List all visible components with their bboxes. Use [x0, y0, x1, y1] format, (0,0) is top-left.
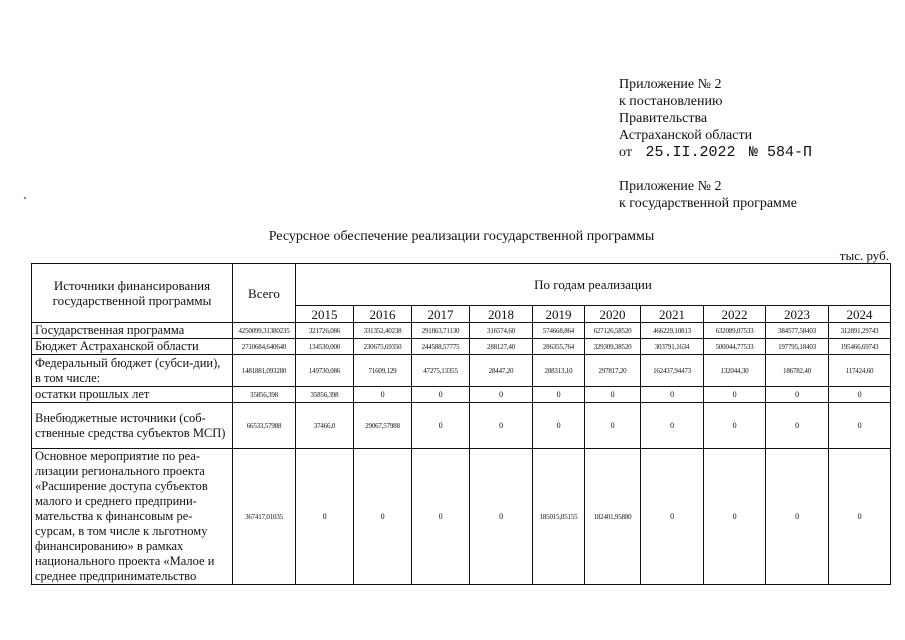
table-row [32, 449, 891, 585]
year-value-cell: 132044,30 [704, 355, 766, 387]
header-source: Источники финансирования государственной программы [32, 264, 233, 323]
year-value-cell: 0 [533, 387, 585, 403]
year-value-cell: 149730,086 [296, 355, 354, 387]
header-total: Всего [233, 264, 296, 323]
total-cell: 4250099,31380235 [233, 323, 296, 339]
year-value-cell: 230675,69350 [354, 339, 412, 355]
year-header: 2019 [533, 306, 585, 323]
year-value-cell: 185015,05155 [533, 449, 585, 585]
year-value-cell: 321726,086 [296, 323, 354, 339]
year-value-cell: 0 [354, 387, 412, 403]
year-value-cell: 384577,58403 [766, 323, 829, 339]
year-value-cell: 0 [354, 449, 412, 585]
row-label: Бюджет Астраханской области [32, 339, 233, 355]
year-value-cell: 0 [641, 387, 704, 403]
total-cell: 35856,398 [233, 387, 296, 403]
year-value-cell: 316574,60 [470, 323, 533, 339]
row-label: Федеральный бюджет (субси-дии), в том числе: [32, 355, 233, 387]
total-cell: 367417,01035 [233, 449, 296, 585]
year-value-cell: 117424,60 [829, 355, 891, 387]
year-value-cell: 0 [766, 403, 829, 449]
year-value-cell: 288127,40 [470, 339, 533, 355]
year-value-cell: 0 [829, 449, 891, 585]
year-value-cell: 331352,40238 [354, 323, 412, 339]
year-value-cell: 0 [296, 449, 354, 585]
year-value-cell: 0 [704, 449, 766, 585]
header-block [619, 76, 812, 161]
year-value-cell: 0 [412, 387, 470, 403]
year-value-cell: 291863,71130 [412, 323, 470, 339]
year-header: 2016 [354, 306, 412, 323]
year-value-cell: 0 [766, 387, 829, 403]
table-row [32, 403, 891, 449]
header-block-2 [619, 178, 797, 212]
year-value-cell: 0 [412, 449, 470, 585]
year-value-cell: 71609,129 [354, 355, 412, 387]
total-cell: 66533,57988 [233, 403, 296, 449]
total-cell: 2710684,640640 [233, 339, 296, 355]
year-value-cell: 0 [829, 387, 891, 403]
year-value-cell: 627126,58520 [585, 323, 641, 339]
year-value-cell: 182401,95880 [585, 449, 641, 585]
year-value-cell: 29067,57988 [354, 403, 412, 449]
year-header: 2015 [296, 306, 354, 323]
year-value-cell: 297817,20 [585, 355, 641, 387]
units-label: тыс. руб. [839, 248, 889, 263]
funding-table [31, 263, 891, 585]
year-value-cell: 0 [704, 387, 766, 403]
year-value-cell: 0 [766, 449, 829, 585]
table-row [32, 339, 891, 355]
row-label: Государственная программа [32, 323, 233, 339]
header-line: Приложение № 2 [619, 77, 722, 92]
year-value-cell: 0 [470, 387, 533, 403]
year-value-cell: 195466,69743 [829, 339, 891, 355]
total-cell: 1481881,093280 [233, 355, 296, 387]
year-value-cell: 288313,10 [533, 355, 585, 387]
row-label: остатки прошлых лет [32, 387, 233, 403]
year-value-cell: 466229,10813 [641, 323, 704, 339]
year-value-cell: 0 [641, 403, 704, 449]
table-body [32, 323, 891, 585]
year-value-cell: 329309,38520 [585, 339, 641, 355]
year-value-cell: 312891,29743 [829, 323, 891, 339]
table-row [32, 323, 891, 339]
header-line: Приложение № 2 [619, 179, 722, 194]
year-value-cell: 0 [829, 403, 891, 449]
year-value-cell: 134530,000 [296, 339, 354, 355]
year-header: 2017 [412, 306, 470, 323]
row-label: Основное мероприятие по реа-лизации регионального проекта «Расширение доступа субъектов малого и среднего предприни-мательства к финансовым ре-сурсам, в том числе к льготному финансированию» в рамках национального проекта «Малое и среднее предпринимательство [32, 449, 233, 585]
year-value-cell: 0 [585, 403, 641, 449]
year-value-cell: 0 [704, 403, 766, 449]
header-line: к государственной программе [619, 196, 797, 211]
year-value-cell: 632089,07533 [704, 323, 766, 339]
resolution-date: 25.II.2022 [645, 144, 736, 161]
table-row [32, 387, 891, 403]
year-value-cell: 0 [533, 403, 585, 449]
resolution-number: № 584-П [748, 144, 812, 161]
year-value-cell: 28447,20 [470, 355, 533, 387]
header-years: По годам реализации [296, 264, 891, 306]
header-line: к постановлению [619, 94, 723, 109]
year-value-cell: 0 [470, 449, 533, 585]
date-prefix: от [619, 145, 632, 160]
year-header: 2021 [641, 306, 704, 323]
year-value-cell: 0 [412, 403, 470, 449]
scan-speck [24, 197, 27, 200]
year-value-cell: 0 [641, 449, 704, 585]
year-value-cell: 574668,864 [533, 323, 585, 339]
year-header: 2023 [766, 306, 829, 323]
header-line: Правительства [619, 111, 708, 126]
year-value-cell: 197795,18403 [766, 339, 829, 355]
page-title: Ресурсное обеспечение реализации государственной программы [268, 229, 655, 244]
year-value-cell: 0 [585, 387, 641, 403]
year-value-cell: 244588,57775 [412, 339, 470, 355]
year-header: 2020 [585, 306, 641, 323]
year-value-cell: 37466,0 [296, 403, 354, 449]
year-value-cell: 47275,13355 [412, 355, 470, 387]
table-row [32, 355, 891, 387]
year-header: 2022 [704, 306, 766, 323]
year-value-cell: 303791,1634 [641, 339, 704, 355]
year-value-cell: 186782,40 [766, 355, 829, 387]
year-value-cell: 162437,94473 [641, 355, 704, 387]
row-label: Внебюджетные источники (соб-ственные средства субъектов МСП) [32, 403, 233, 449]
year-value-cell: 500044,77533 [704, 339, 766, 355]
year-value-cell: 286355,764 [533, 339, 585, 355]
year-value-cell: 35856,398 [296, 387, 354, 403]
header-date-line [619, 144, 812, 161]
header-line: Астраханской области [619, 128, 753, 143]
year-value-cell: 0 [470, 403, 533, 449]
year-header: 2018 [470, 306, 533, 323]
year-header: 2024 [829, 306, 891, 323]
